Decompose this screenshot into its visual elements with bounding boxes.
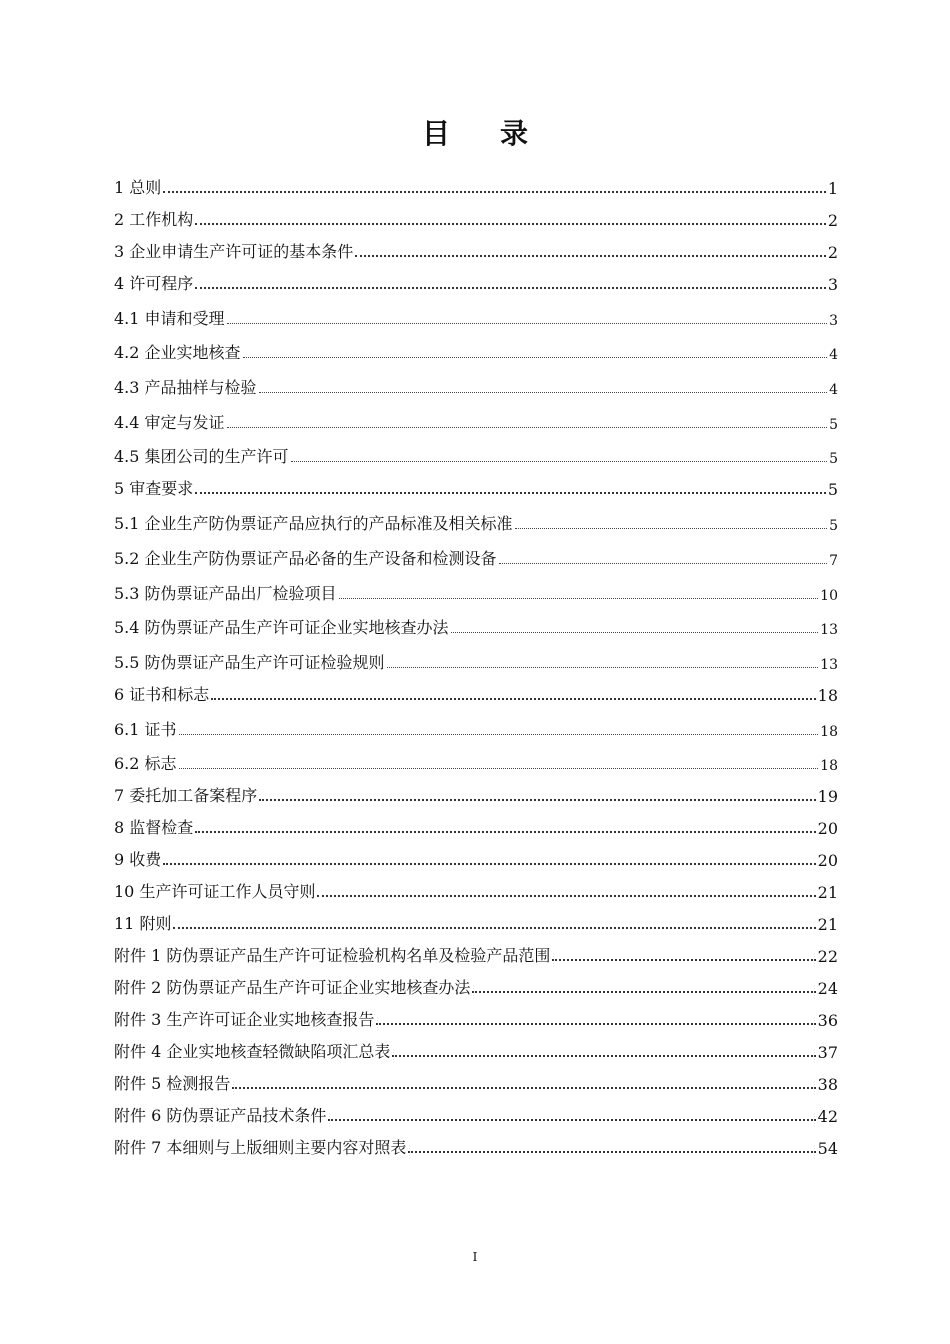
dot-leader xyxy=(317,895,815,897)
toc-entry-label: 8 监督检查 xyxy=(114,818,194,838)
toc-entry-label: 5.2 企业生产防伪票证产品必备的生产设备和检测设备 xyxy=(114,548,497,568)
toc-entry-page: 37 xyxy=(817,1043,838,1063)
toc-entry-page: 5 xyxy=(829,416,838,433)
toc-entry-page: 2 xyxy=(827,211,838,230)
toc-entry-label: 附件 6 防伪票证产品技术条件 xyxy=(114,1106,327,1126)
dot-leader xyxy=(195,831,815,833)
toc-entry-page: 5 xyxy=(829,451,838,468)
toc-entry[interactable] xyxy=(114,262,838,294)
toc-entry-page: 7 xyxy=(829,552,838,569)
toc-entry-label: 附件 2 防伪票证产品生产许可证企业实地核查办法 xyxy=(114,978,471,998)
toc-entry[interactable] xyxy=(114,294,838,329)
toc-entry[interactable] xyxy=(114,774,838,806)
toc-entry-page: 42 xyxy=(817,1107,838,1127)
toc-entry-page: 1 xyxy=(827,179,838,198)
toc-entry[interactable] xyxy=(114,329,838,364)
dot-leader xyxy=(227,323,828,324)
dot-leader xyxy=(552,959,815,961)
toc-entry[interactable] xyxy=(114,740,838,775)
dot-leader xyxy=(387,667,819,668)
dot-leader xyxy=(173,927,815,929)
toc-entry[interactable] xyxy=(114,998,838,1030)
toc-entry-page: 18 xyxy=(820,758,838,775)
dot-leader xyxy=(227,427,828,428)
toc-entry-label: 附件 7 本细则与上版细则主要内容对照表 xyxy=(114,1138,407,1158)
toc-entry-page: 5 xyxy=(827,480,838,500)
toc-entry[interactable] xyxy=(114,673,838,705)
dot-leader xyxy=(179,734,819,735)
toc-entry-label: 3 企业申请生产许可证的基本条件 xyxy=(114,242,354,261)
toc-entry-label: 7 委托加工备案程序 xyxy=(114,786,258,806)
dot-leader xyxy=(515,528,828,529)
toc-entry-label: 附件 5 检测报告 xyxy=(114,1074,231,1094)
toc-entry-label: 5.4 防伪票证产品生产许可证企业实地核查办法 xyxy=(114,618,449,638)
toc-entry-label: 1 总则 xyxy=(114,178,162,197)
toc-entry-label: 4.3 产品抽样与检验 xyxy=(114,378,257,398)
toc-entry[interactable] xyxy=(114,838,838,870)
toc-list xyxy=(114,166,838,1158)
dot-leader xyxy=(339,598,819,599)
toc-entry-label: 4 许可程序 xyxy=(114,274,194,293)
toc-entry-page: 2 xyxy=(827,243,838,262)
dot-leader xyxy=(232,1087,815,1089)
dot-leader xyxy=(499,563,828,564)
toc-entry-label: 4.5 集团公司的生产许可 xyxy=(114,447,289,467)
dot-leader xyxy=(291,461,828,462)
dot-leader xyxy=(195,492,826,494)
toc-entry-page: 38 xyxy=(817,1075,838,1095)
toc-entry[interactable] xyxy=(114,534,838,569)
toc-entry-page: 21 xyxy=(817,915,838,935)
toc-entry-page: 10 xyxy=(820,587,838,604)
toc-entry-page: 3 xyxy=(827,275,838,294)
dot-leader xyxy=(259,392,828,393)
dot-leader xyxy=(179,768,819,769)
toc-entry[interactable] xyxy=(114,870,838,902)
toc-entry-page: 20 xyxy=(817,851,838,871)
dot-leader xyxy=(376,1023,815,1025)
toc-entry[interactable] xyxy=(114,230,838,262)
toc-entry-page: 18 xyxy=(817,685,838,705)
dot-leader xyxy=(259,799,815,801)
toc-entry[interactable] xyxy=(114,902,838,934)
dot-leader xyxy=(451,632,819,633)
toc-entry[interactable] xyxy=(114,806,838,838)
dot-leader xyxy=(243,357,828,358)
toc-entry[interactable] xyxy=(114,604,838,639)
toc-entry-label: 附件 1 防伪票证产品生产许可证检验机构名单及检验产品范围 xyxy=(114,946,551,966)
toc-entry[interactable] xyxy=(114,166,838,198)
toc-entry-label: 5 审查要求 xyxy=(114,479,194,499)
toc-entry[interactable] xyxy=(114,363,838,398)
toc-entry-label: 4.2 企业实地核查 xyxy=(114,343,241,363)
toc-entry[interactable] xyxy=(114,966,838,998)
toc-entry[interactable] xyxy=(114,705,838,740)
toc-entry[interactable] xyxy=(114,638,838,673)
toc-entry-page: 5 xyxy=(829,518,838,535)
toc-entry-page: 21 xyxy=(817,883,838,903)
dot-leader xyxy=(211,698,815,700)
toc-entry-page: 13 xyxy=(820,656,838,673)
dot-leader xyxy=(408,1151,815,1153)
toc-entry-label: 4.1 申请和受理 xyxy=(114,308,225,328)
toc-entry[interactable] xyxy=(114,398,838,433)
dot-leader xyxy=(163,191,826,193)
toc-entry-label: 附件 4 企业实地核查轻微缺陷项汇总表 xyxy=(114,1042,391,1062)
toc-entry-page: 20 xyxy=(817,819,838,839)
toc-entry[interactable] xyxy=(114,433,838,468)
toc-entry[interactable] xyxy=(114,499,838,534)
toc-entry-page: 3 xyxy=(829,312,838,329)
toc-entry-label: 10 生产许可证工作人员守则 xyxy=(114,882,316,902)
toc-entry-page: 19 xyxy=(817,787,838,807)
toc-entry-label: 9 收费 xyxy=(114,850,162,870)
toc-entry-label: 6.2 标志 xyxy=(114,754,177,774)
toc-title: 目录 xyxy=(421,117,578,150)
toc-entry-page: 36 xyxy=(817,1011,838,1031)
dot-leader xyxy=(163,863,815,865)
dot-leader xyxy=(392,1055,815,1057)
toc-entry-label: 2 工作机构 xyxy=(114,210,194,229)
toc-entry[interactable] xyxy=(114,934,838,966)
toc-entry[interactable] xyxy=(114,1126,838,1158)
toc-entry[interactable] xyxy=(114,569,838,604)
toc-entry-label: 4.4 审定与发证 xyxy=(114,412,225,432)
toc-entry[interactable] xyxy=(114,467,838,499)
page-number-footer: I xyxy=(472,1250,478,1264)
toc-entry-label: 6 证书和标志 xyxy=(114,684,210,704)
toc-entry[interactable] xyxy=(114,1094,838,1126)
toc-entry-label: 5.1 企业生产防伪票证产品应执行的产品标准及相关标准 xyxy=(114,514,513,534)
toc-entry-page: 13 xyxy=(820,622,838,639)
dot-leader xyxy=(328,1119,815,1121)
toc-entry-label: 附件 3 生产许可证企业实地核查报告 xyxy=(114,1010,375,1030)
toc-entry-label: 11 附则 xyxy=(114,914,172,934)
toc-entry-page: 54 xyxy=(817,1139,838,1159)
toc-entry-page: 4 xyxy=(829,382,838,399)
toc-entry-label: 5.3 防伪票证产品出厂检验项目 xyxy=(114,583,337,603)
toc-entry[interactable] xyxy=(114,198,838,230)
toc-entry-page: 18 xyxy=(820,723,838,740)
toc-entry[interactable] xyxy=(114,1030,838,1062)
toc-entry-page: 4 xyxy=(829,347,838,364)
toc-entry-label: 5.5 防伪票证产品生产许可证检验规则 xyxy=(114,652,385,672)
toc-entry-label: 6.1 证书 xyxy=(114,719,177,739)
toc-entry[interactable] xyxy=(114,1062,838,1094)
dot-leader xyxy=(195,287,826,289)
toc-entry-page: 22 xyxy=(817,947,838,967)
toc-entry-page: 24 xyxy=(817,979,838,999)
dot-leader xyxy=(195,223,826,225)
dot-leader xyxy=(472,991,815,993)
dot-leader xyxy=(355,255,826,257)
